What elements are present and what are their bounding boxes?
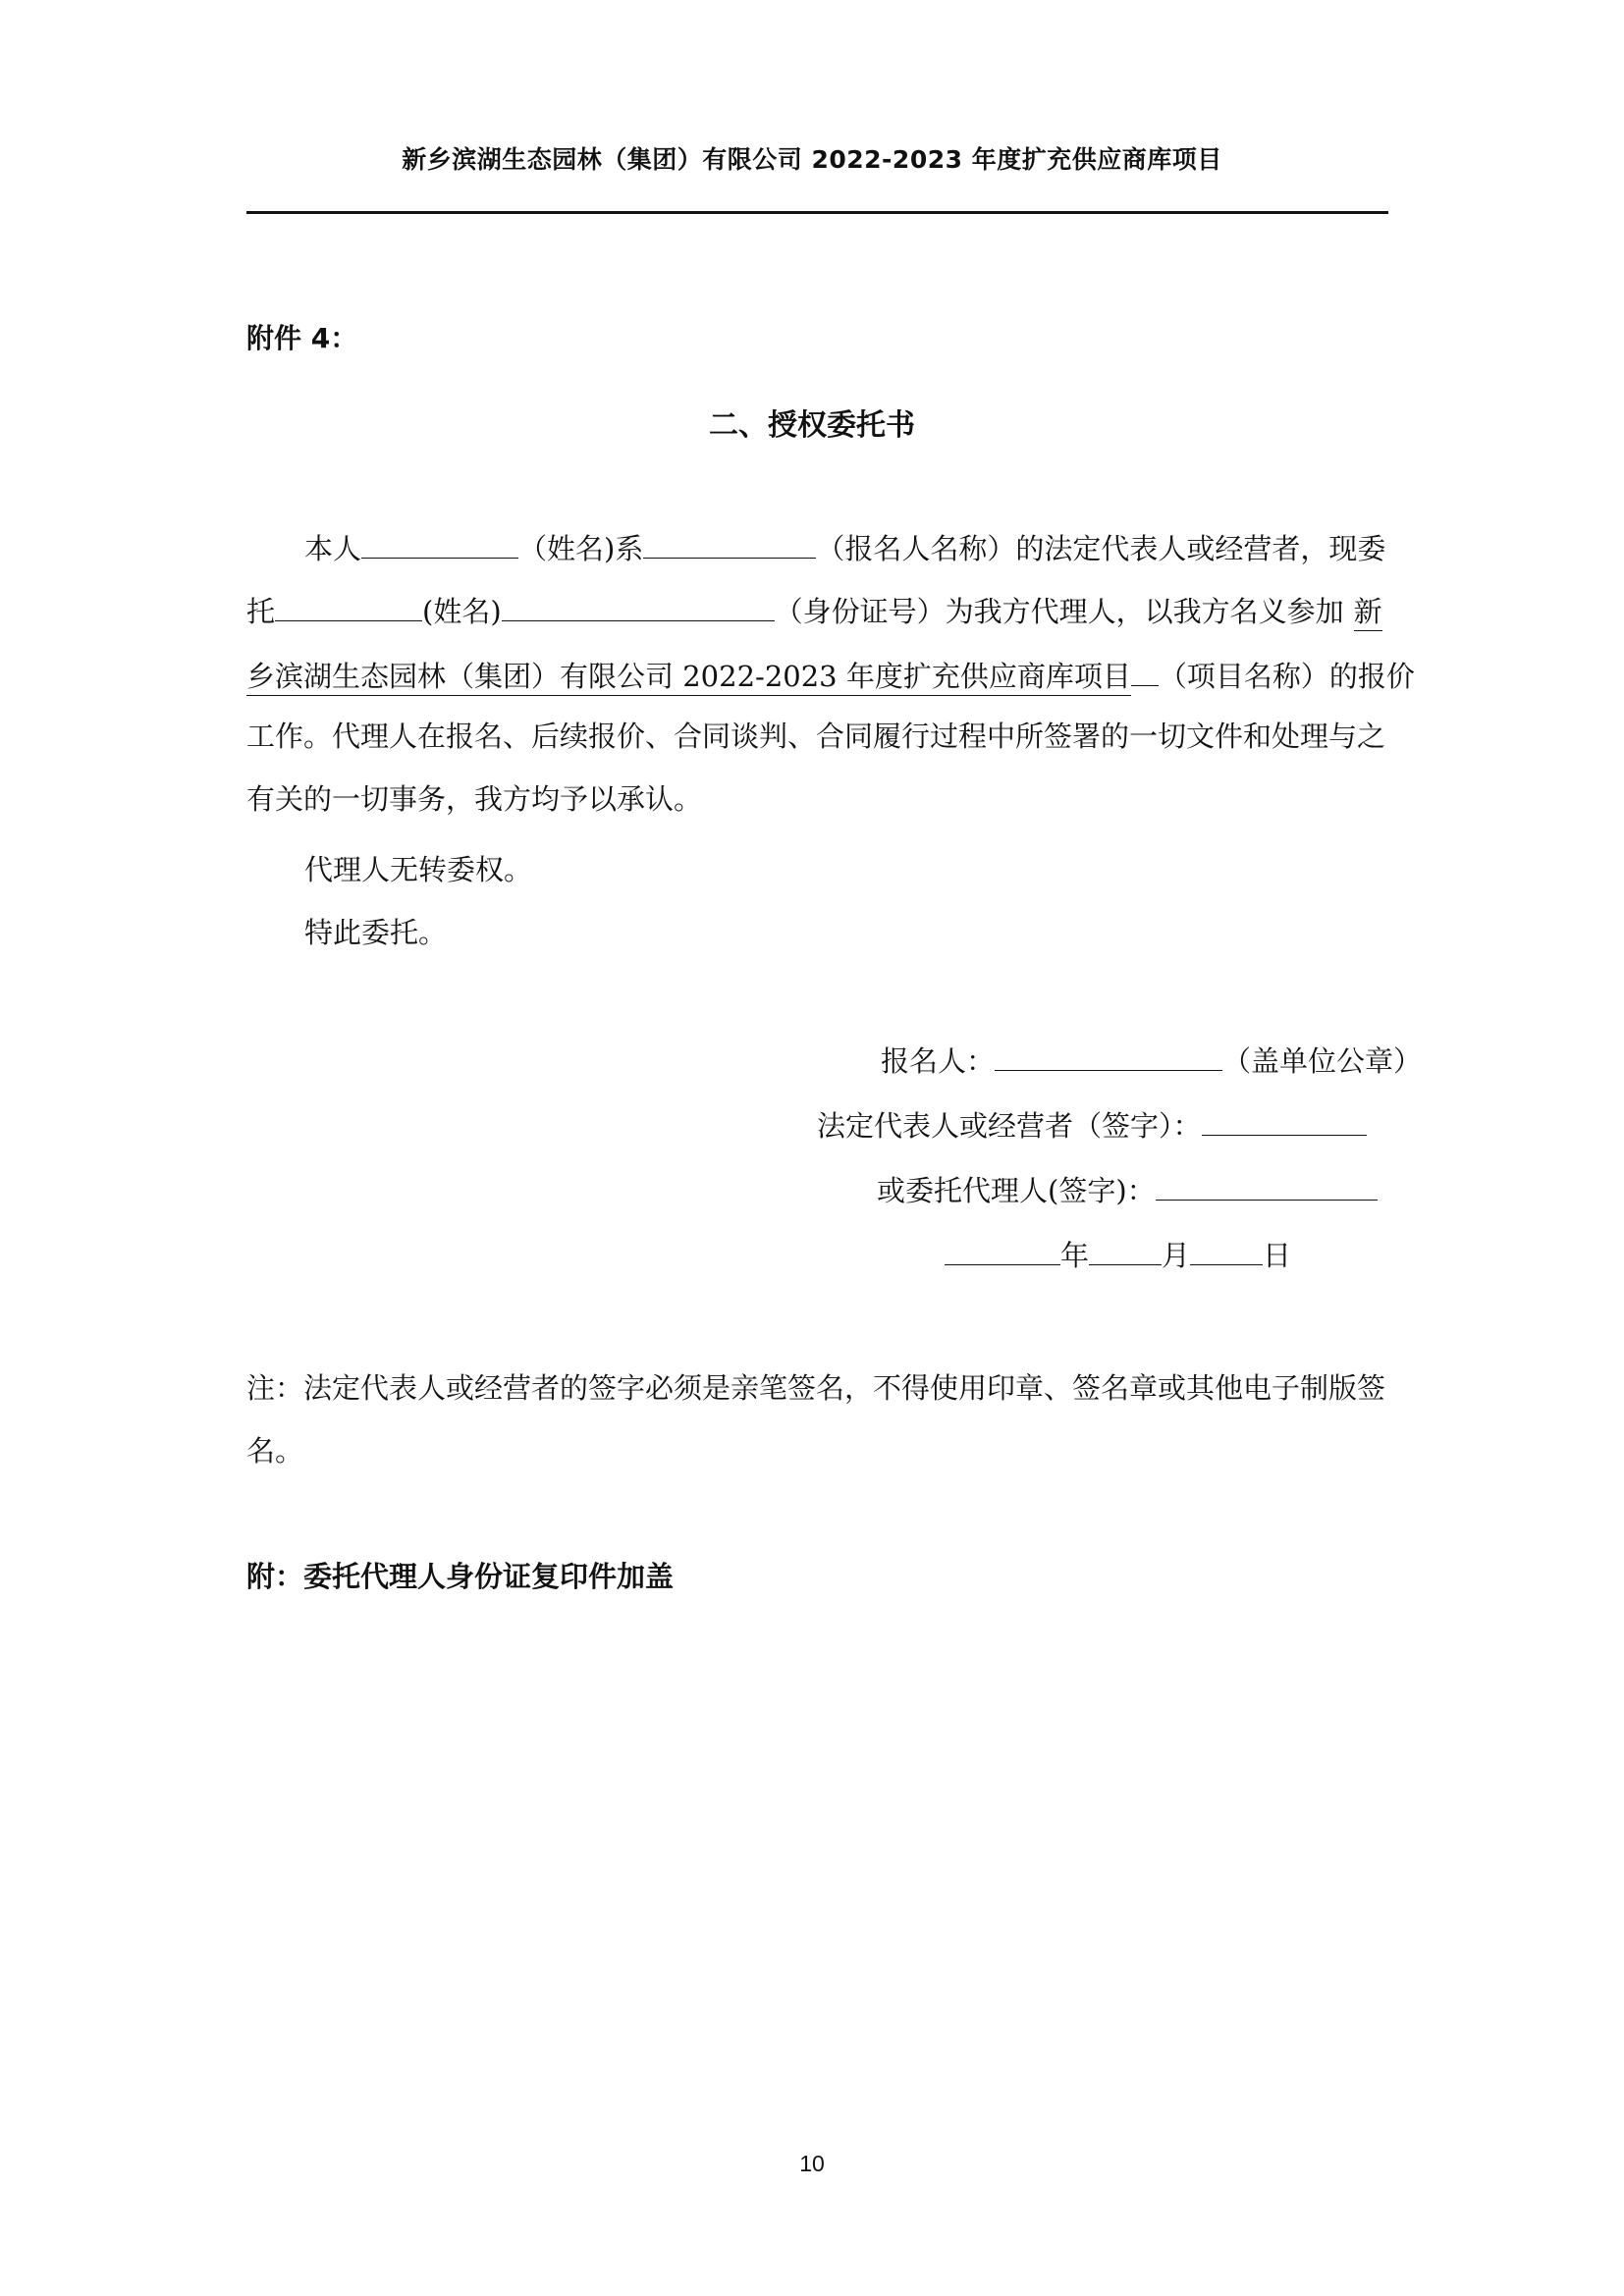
note-line-1: 注：法定代表人或经营者的签字必须是亲笔签名，不得使用印章、签名章或其他电子制版签 — [246, 1371, 1386, 1405]
text-legal-rep: （报名人名称）的法定代表人或经营者，现委 — [816, 532, 1386, 565]
name-blank[interactable] — [361, 528, 518, 559]
agent-name-blank[interactable] — [275, 591, 422, 621]
id-number-blank[interactable] — [502, 591, 775, 621]
legal-rep-label: 法定代表人或经营者（签字）： — [817, 1109, 1202, 1143]
day-blank[interactable] — [1190, 1235, 1263, 1265]
header-divider — [246, 211, 1388, 214]
applicant-blank[interactable] — [995, 1041, 1222, 1071]
text-agent-clause: （身份证号）为我方代理人，以我方名义参加 — [774, 595, 1344, 628]
seal-note: （盖单位公章） — [1222, 1044, 1423, 1078]
agent-signature-row — [877, 1170, 1378, 1210]
agent-signature-blank[interactable] — [1156, 1170, 1378, 1201]
document-title: 二、授权委托书 — [709, 408, 915, 443]
legal-rep-blank[interactable] — [1202, 1105, 1367, 1136]
year-label: 年 — [1060, 1239, 1090, 1272]
project-name-start: 新 — [1354, 595, 1382, 631]
month-label: 月 — [1162, 1239, 1191, 1272]
body-line-5: 有关的一切事务，我方均予以承认。 — [246, 782, 703, 816]
date-row — [945, 1235, 1291, 1275]
applicant-signature-row — [881, 1041, 1422, 1081]
text-tuo: 托 — [246, 595, 276, 628]
month-blank[interactable] — [1089, 1235, 1162, 1265]
appendix-note: 附：委托代理人身份证复印件加盖 — [246, 1560, 675, 1593]
page-header-title: 新乡滨湖生态园林（集团）有限公司 2022-2023 年度扩充供应商库项目 — [402, 145, 1222, 174]
project-name-underline-tail — [1131, 654, 1159, 686]
text-name-paren-2: (姓名) — [422, 595, 502, 628]
applicant-label: 报名人： — [881, 1044, 996, 1078]
body-line-2 — [246, 591, 1382, 631]
text-project-name-paren: （项目名称）的报价 — [1158, 660, 1415, 693]
body-line-7: 特此委托。 — [304, 916, 448, 949]
text-name-paren: （姓名)系 — [518, 532, 644, 565]
text-ben-ren: 本人 — [304, 532, 362, 565]
body-line-6: 代理人无转委权。 — [304, 853, 533, 886]
body-line-1 — [304, 528, 1385, 568]
day-label: 日 — [1263, 1239, 1292, 1272]
annex-label: 附件 4： — [246, 322, 358, 354]
body-line-3 — [246, 654, 1415, 696]
year-blank[interactable] — [945, 1235, 1060, 1265]
agent-label: 或委托代理人(签字)： — [877, 1174, 1156, 1207]
project-name-underlined: 乡滨湖生态园林（集团）有限公司 2022-2023 年度扩充供应商库项目 — [246, 660, 1131, 696]
legal-rep-signature-row — [817, 1105, 1367, 1146]
applicant-name-blank[interactable] — [643, 528, 816, 559]
page-number: 10 — [799, 2151, 825, 2176]
body-line-4: 工作。代理人在报名、后续报价、合同谈判、合同履行过程中所签署的一切文件和处理与之 — [246, 720, 1386, 753]
note-line-2: 名。 — [246, 1434, 304, 1468]
